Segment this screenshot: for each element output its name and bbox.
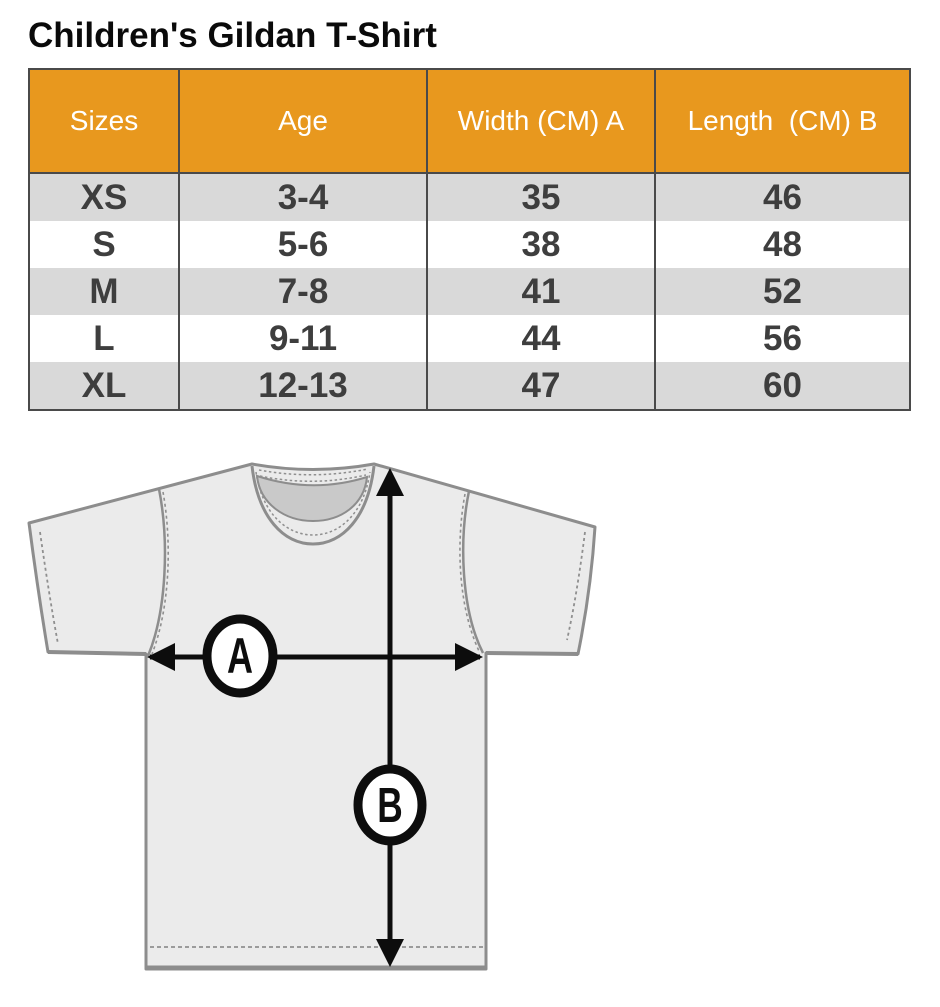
length-cell: 60: [655, 362, 910, 410]
table-row-xl: [29, 362, 910, 410]
column-header-age: Age: [179, 69, 427, 173]
size-cell: XL: [29, 362, 179, 410]
width-cell: 35: [427, 173, 655, 221]
table-row-m: [29, 268, 910, 315]
table-row-s: [29, 221, 910, 268]
table-row-xs: [29, 173, 910, 221]
size-cell: S: [29, 221, 179, 268]
left-sleeve-hem: [48, 652, 146, 654]
width-cell: 38: [427, 221, 655, 268]
age-cell: 9-11: [179, 315, 427, 362]
age-cell: 5-6: [179, 221, 427, 268]
table-row-l: [29, 315, 910, 362]
width-cell: 41: [427, 268, 655, 315]
length-cell: 48: [655, 221, 910, 268]
age-cell: 3-4: [179, 173, 427, 221]
size-cell: L: [29, 315, 179, 362]
size-cell: M: [29, 268, 179, 315]
size-table-header: [29, 69, 910, 173]
age-cell: 12-13: [179, 362, 427, 410]
tshirt-outline: [29, 464, 595, 969]
right-sleeve-hem: [486, 653, 578, 654]
width-marker-label: A: [227, 629, 253, 685]
tshirt-diagram: [0, 440, 940, 1007]
length-cell: 52: [655, 268, 910, 315]
column-header-sizes: Sizes: [29, 69, 179, 173]
width-cell: 44: [427, 315, 655, 362]
length-cell: 56: [655, 315, 910, 362]
header-row: [29, 69, 910, 173]
width-cell: 47: [427, 362, 655, 410]
column-header-length: Length (CM) B: [655, 69, 910, 173]
length-marker-badge: [358, 769, 422, 841]
length-marker-label: B: [377, 778, 403, 834]
size-cell: XS: [29, 173, 179, 221]
column-header-width: Width (CM) A: [427, 69, 655, 173]
age-cell: 7-8: [179, 268, 427, 315]
size-table: [28, 68, 911, 411]
width-marker-badge: [207, 619, 273, 693]
length-cell: 46: [655, 173, 910, 221]
page-title: Children's Gildan T-Shirt: [28, 16, 437, 55]
size-table-body: [29, 173, 910, 410]
